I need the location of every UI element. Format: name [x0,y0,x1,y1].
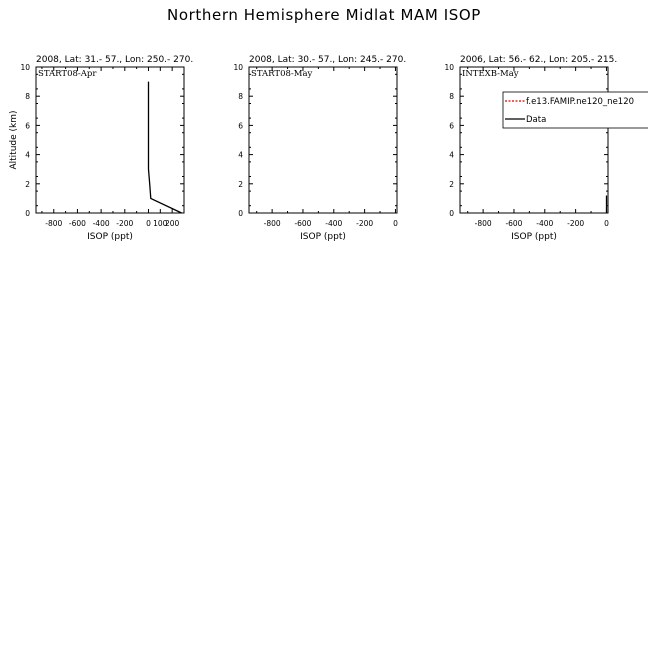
y-tick-label: 8 [238,92,243,102]
y-tick-label: 6 [238,121,243,131]
y-tick-label: 10 [233,63,243,72]
x-tick-label: -600 [294,219,312,228]
y-tick-label: 4 [25,150,30,160]
panel-header: 2006, Lat: 56.- 62., Lon: 205.- 215. [460,55,618,65]
x-tick-label: -600 [68,219,86,228]
plot-frame [249,67,397,213]
x-tick-label: -800 [263,219,281,228]
x-tick-label: 0 [604,219,609,228]
y-tick-label: 0 [25,209,30,218]
plot-frame [460,67,608,213]
panel-label: START08-Apr [38,69,97,79]
panel-header: 2008, Lat: 31.- 57., Lon: 250.- 270. [36,55,194,65]
plot-frame [36,67,184,213]
y-tick-label: 2 [449,179,454,189]
y-tick-label: 0 [449,209,454,218]
chart-title: Northern Hemisphere Midlat MAM ISOP [167,6,481,24]
y-tick-label: 8 [449,92,454,102]
x-tick-label: -800 [45,219,63,228]
x-axis-label: ISOP (ppt) [87,232,133,242]
x-tick-label: 100 [153,219,168,228]
y-tick-label: 0 [238,209,243,218]
x-axis-label: ISOP (ppt) [511,232,557,242]
y-tick-label: 4 [449,150,454,160]
y-tick-label: 2 [238,179,243,189]
y-tick-label: 2 [25,179,30,189]
x-tick-label: -200 [116,219,134,228]
y-tick-label: 6 [449,121,454,131]
x-tick-label: -800 [474,219,492,228]
panel-1 [9,55,193,242]
x-tick-label: -200 [356,219,374,228]
panel-header: 2008, Lat: 30.- 57., Lon: 245.- 270. [249,55,407,65]
y-tick-label: 4 [238,150,243,160]
x-tick-label: -200 [567,219,585,228]
legend-label: Data [526,115,547,125]
legend [503,92,648,128]
panel-label: INTEXB-May [462,69,519,79]
x-axis-label: ISOP (ppt) [300,232,346,242]
x-tick-label: -400 [92,219,110,228]
x-tick-label: 0 [146,219,151,228]
panel-2 [233,55,406,242]
y-axis-label: Altitude (km) [9,110,19,170]
x-tick-label: 200 [164,219,180,228]
y-tick-label: 10 [444,63,454,72]
legend-label: f.e13.FAMIP.ne120_ne120 [526,97,635,107]
y-tick-label: 10 [20,63,30,72]
panel-3 [444,55,617,242]
y-tick-label: 8 [25,92,30,102]
x-tick-label: 0 [393,219,398,228]
y-tick-label: 6 [25,121,30,131]
panel-label: START08-May [251,69,313,79]
data-line [149,82,182,213]
x-tick-label: -600 [505,219,523,228]
x-tick-label: -400 [325,219,343,228]
x-tick-label: -400 [536,219,554,228]
